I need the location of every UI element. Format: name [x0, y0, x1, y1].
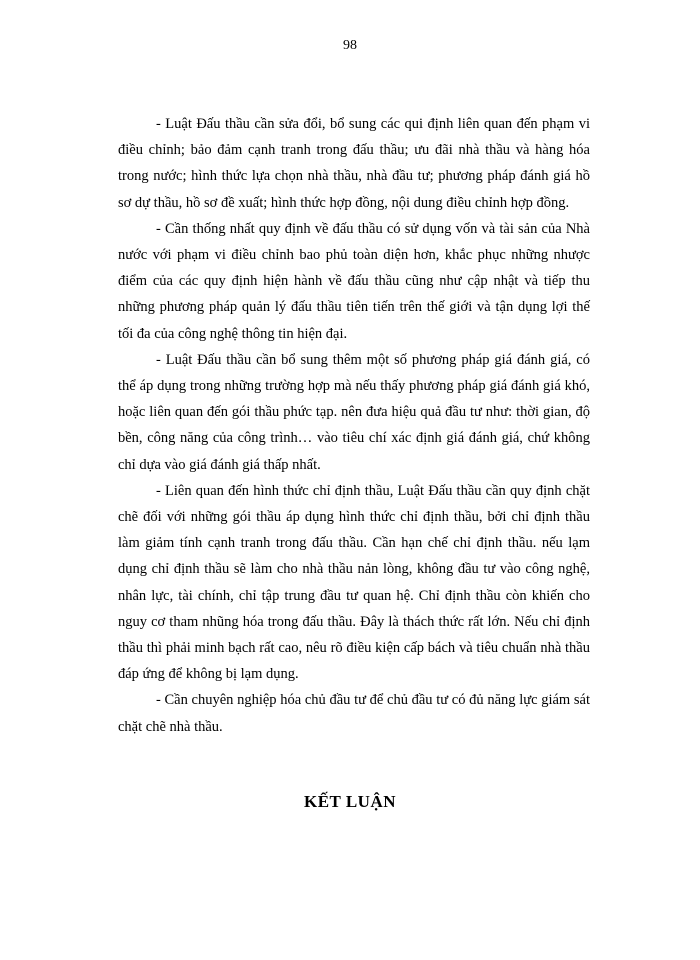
paragraph-professional-investor: - Cần chuyên nghiệp hóa chủ đầu tư để chủ đầu tư có đủ năng lực giám sát chặt chẽ nhà thầu.	[118, 692, 590, 735]
page-number: 98	[343, 38, 357, 53]
body-text	[118, 111, 590, 740]
paragraph-unify-regulations: - Cần thống nhất quy định về đấu thầu có sử dụng vốn và tài sản của Nhà nước với phạm vi điều chỉnh bao phủ toàn diện hơn, khắc phục những nhược điểm của các quy định hiện hành về đấu thầu cũng như cập nhật và tiếp thu những phương pháp quản lý đấu thầu tiên tiến trên thế giới và tận dụng lợi thế tối đa của công nghệ thông tin hiện đại.	[118, 220, 590, 342]
paragraph-direct-appointment: - Liên quan đến hình thức chỉ định thầu, Luật Đấu thầu cần quy định chặt chẽ đối với những gói thầu áp dụng hình thức chỉ định thầu, bởi chỉ định thầu làm giảm tính cạnh tranh trong đấu thầu. Cần hạn chế chỉ định thầu. nếu lạm dụng chỉ định thầu sẽ làm cho nhà thầu nản lòng, không đầu tư vào công nghệ, nhân lực, tài chính, chỉ tập trung đầu tư quan hệ. Chỉ định thầu còn khiến cho nguy cơ tham nhũng hóa trong đấu thầu. Đây là thách thức rất lớn. Nếu chỉ định thầu thì phải minh bạch rất cao, nêu rõ điều kiện cấp bách và tiêu chuẩn nhà thầu đáp ứng để không bị lạm dụng.	[118, 482, 590, 683]
paragraph-evaluation-methods: - Luật Đấu thầu cần bổ sung thêm một số phương pháp giá đánh giá, có thể áp dụng trong những trường hợp mà nếu thấy phương pháp giá đánh giá khó, hoặc liên quan đến gói thầu phức tạp. nên đưa hiệu quả đầu tư như: thời gian, độ bền, công năng của công trình… vào tiêu chí xác định giá đánh giá, chứ không chỉ dựa vào giá đánh giá thấp nhất.	[118, 351, 590, 473]
paragraph-amend-law: - Luật Đấu thầu cần sửa đổi, bổ sung các qui định liên quan đến phạm vi điều chỉnh; bảo đảm cạnh tranh trong đấu thầu; ưu đãi nhà thầu và hàng hóa trong nước; hình thức lựa chọn nhà thầu, nhà đầu tư; phương pháp đánh giá hồ sơ dự thầu, hồ sơ đề xuất; hình thức hợp đồng, nội dung điều chỉnh hợp đồng.	[118, 116, 590, 211]
conclusion-heading: KẾT LUẬN	[303, 792, 396, 811]
